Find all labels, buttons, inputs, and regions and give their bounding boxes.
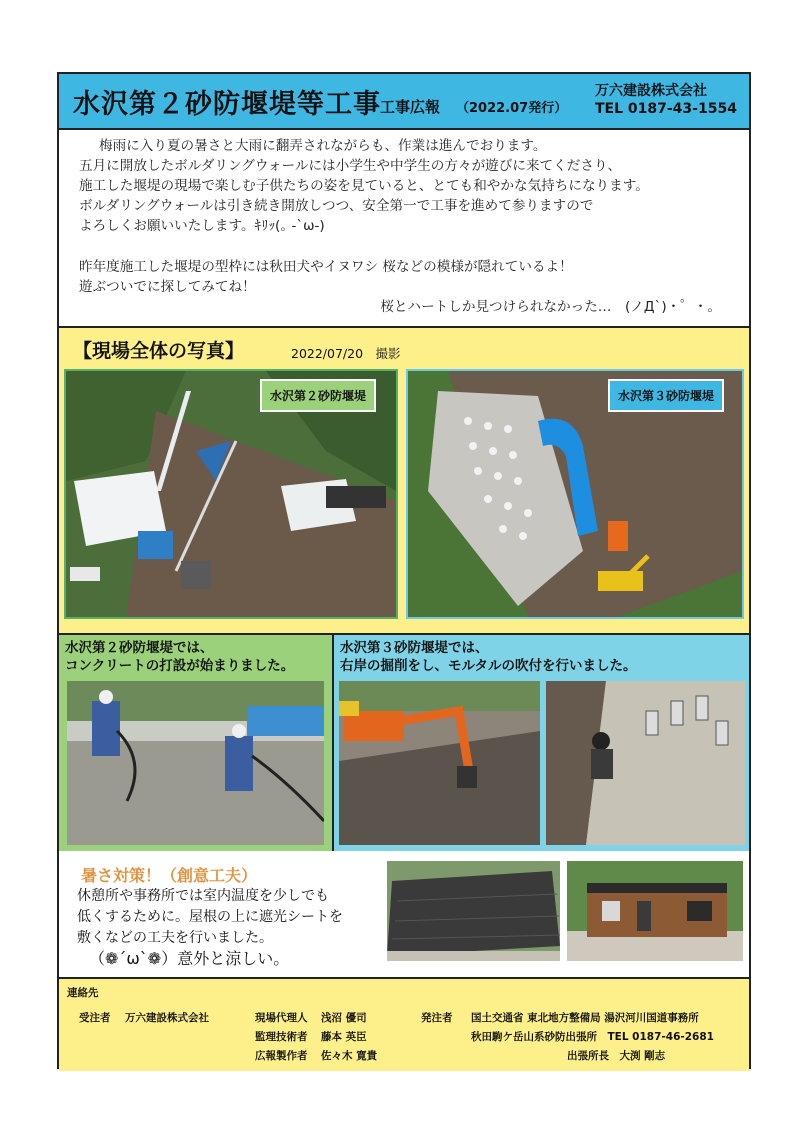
page-title: 水沢第２砂防堰堤等工事 bbox=[73, 89, 381, 120]
engineer-label: 監理技術者 bbox=[255, 1031, 308, 1043]
concrete-caption-line2: コンクリートの打設が始まりました。 bbox=[65, 658, 295, 674]
owner-branch: 秋田駒ケ岳山系砂防出張所 TEL 0187-46-2681 bbox=[471, 1031, 714, 1043]
tag-dam-3: 水沢第３砂防堰堤 bbox=[608, 379, 724, 412]
intro-line: 五月に開放したボルダリングウォールには小学生や中学生の方々が遊びに来てくださり、 bbox=[79, 158, 622, 174]
office-photo-image bbox=[567, 861, 743, 961]
pr-name: 佐々木 寛貴 bbox=[321, 1050, 378, 1062]
contractor-name: 万六建設株式会社 bbox=[125, 1012, 209, 1024]
intro-line: 施工した堰堤の現場で楽しむ子供たちの姿を見ていると、とても和やかな気持ちになります。 bbox=[79, 178, 649, 194]
newsletter-frame bbox=[57, 72, 751, 1069]
intro-line: 昨年度施工した堰堤の型枠には秋田犬やイヌワシ 桜などの模様が隠れているよ！ bbox=[79, 259, 573, 275]
company-tel: TEL 0187-43-1554 bbox=[595, 101, 737, 117]
spraying-photo-image bbox=[546, 681, 745, 845]
excavation-photo bbox=[339, 681, 540, 845]
page-subtitle: 工事広報 bbox=[380, 98, 441, 116]
excavation-caption-line2: 右岸の掘削をし、モルタルの吹付を行いました。 bbox=[340, 658, 637, 674]
shade-sheet-photo bbox=[387, 861, 560, 961]
aerial-photo-dam-3 bbox=[406, 369, 744, 619]
heat-remark: （❁´ω`❁）意外と涼しい。 bbox=[89, 949, 290, 968]
shade-sheet-photo-image bbox=[387, 861, 560, 961]
concrete-panel bbox=[59, 633, 334, 851]
owner-office: 国土交通省 東北地方整備局 湯沢河川国道事務所 bbox=[471, 1012, 699, 1024]
spraying-photo bbox=[546, 681, 745, 845]
site-photos-section bbox=[59, 326, 749, 635]
excavation-caption-line1: 水沢第３砂防堰堤では、 bbox=[340, 640, 489, 656]
header bbox=[59, 74, 749, 130]
concrete-caption bbox=[65, 639, 294, 675]
concrete-photo bbox=[67, 681, 324, 845]
concrete-caption-line1: 水沢第２砂防堰堤では、 bbox=[65, 640, 214, 656]
intro-line: 梅雨に入り夏の暑さと大雨に翻弄されながらも、作業は進んでおります。 bbox=[99, 138, 547, 154]
heat-measures-section bbox=[59, 851, 749, 977]
site-rep-name: 浅沼 優司 bbox=[321, 1012, 367, 1024]
heat-text bbox=[77, 886, 343, 949]
heat-line: 休憩所や事務所では室内温度を少しでも bbox=[77, 888, 329, 904]
heat-line: 敷くなどの工夫を行いました。 bbox=[77, 930, 273, 946]
excavation-caption bbox=[340, 639, 636, 675]
section-title: 【現場全体の写真】 bbox=[73, 340, 245, 362]
heat-title: 暑さ対策！（創意工夫） bbox=[81, 866, 258, 885]
aerial-photo-dam-2 bbox=[64, 369, 398, 619]
concrete-photo-image bbox=[67, 681, 324, 845]
tag-dam-2: 水沢第２砂防堰堤 bbox=[260, 379, 376, 412]
pr-label: 広報製作者 bbox=[255, 1050, 308, 1062]
issue-date: （2022.07発行） bbox=[456, 101, 568, 116]
intro-aside: 桜とハートしか見つけられなかった… (ノД`)・゜・。 bbox=[380, 299, 721, 315]
excavation-photo-image bbox=[339, 681, 540, 845]
excavation-panel bbox=[334, 633, 749, 851]
owner-chief: 出張所長 大渕 剛志 bbox=[567, 1050, 666, 1062]
intro-line: よろしくお願いいたします。ｷﾘｯ(｡ -`ω-) bbox=[79, 218, 325, 234]
site-rep-label: 現場代理人 bbox=[255, 1012, 308, 1024]
office-photo bbox=[567, 861, 743, 961]
photo-date: 2022/07/20 撮影 bbox=[291, 346, 401, 361]
heat-line: 低くするために。屋根の上に遮光シートを bbox=[77, 909, 343, 925]
contractor-label: 受注者 bbox=[79, 1012, 111, 1024]
intro-text bbox=[79, 136, 749, 317]
intro-line: ボルダリングウォールは引き続き開放しつつ、安全第一で工事を進めて参りますので bbox=[79, 198, 594, 214]
contact-label: 連絡先 bbox=[67, 987, 99, 999]
engineer-name: 藤本 英臣 bbox=[321, 1031, 367, 1043]
company-name: 万六建設株式会社 bbox=[595, 83, 707, 99]
intro-line: 遊ぶついでに探してみてね！ bbox=[79, 279, 256, 295]
owner-label: 発注者 bbox=[421, 1012, 453, 1024]
contact-section bbox=[59, 977, 749, 1071]
